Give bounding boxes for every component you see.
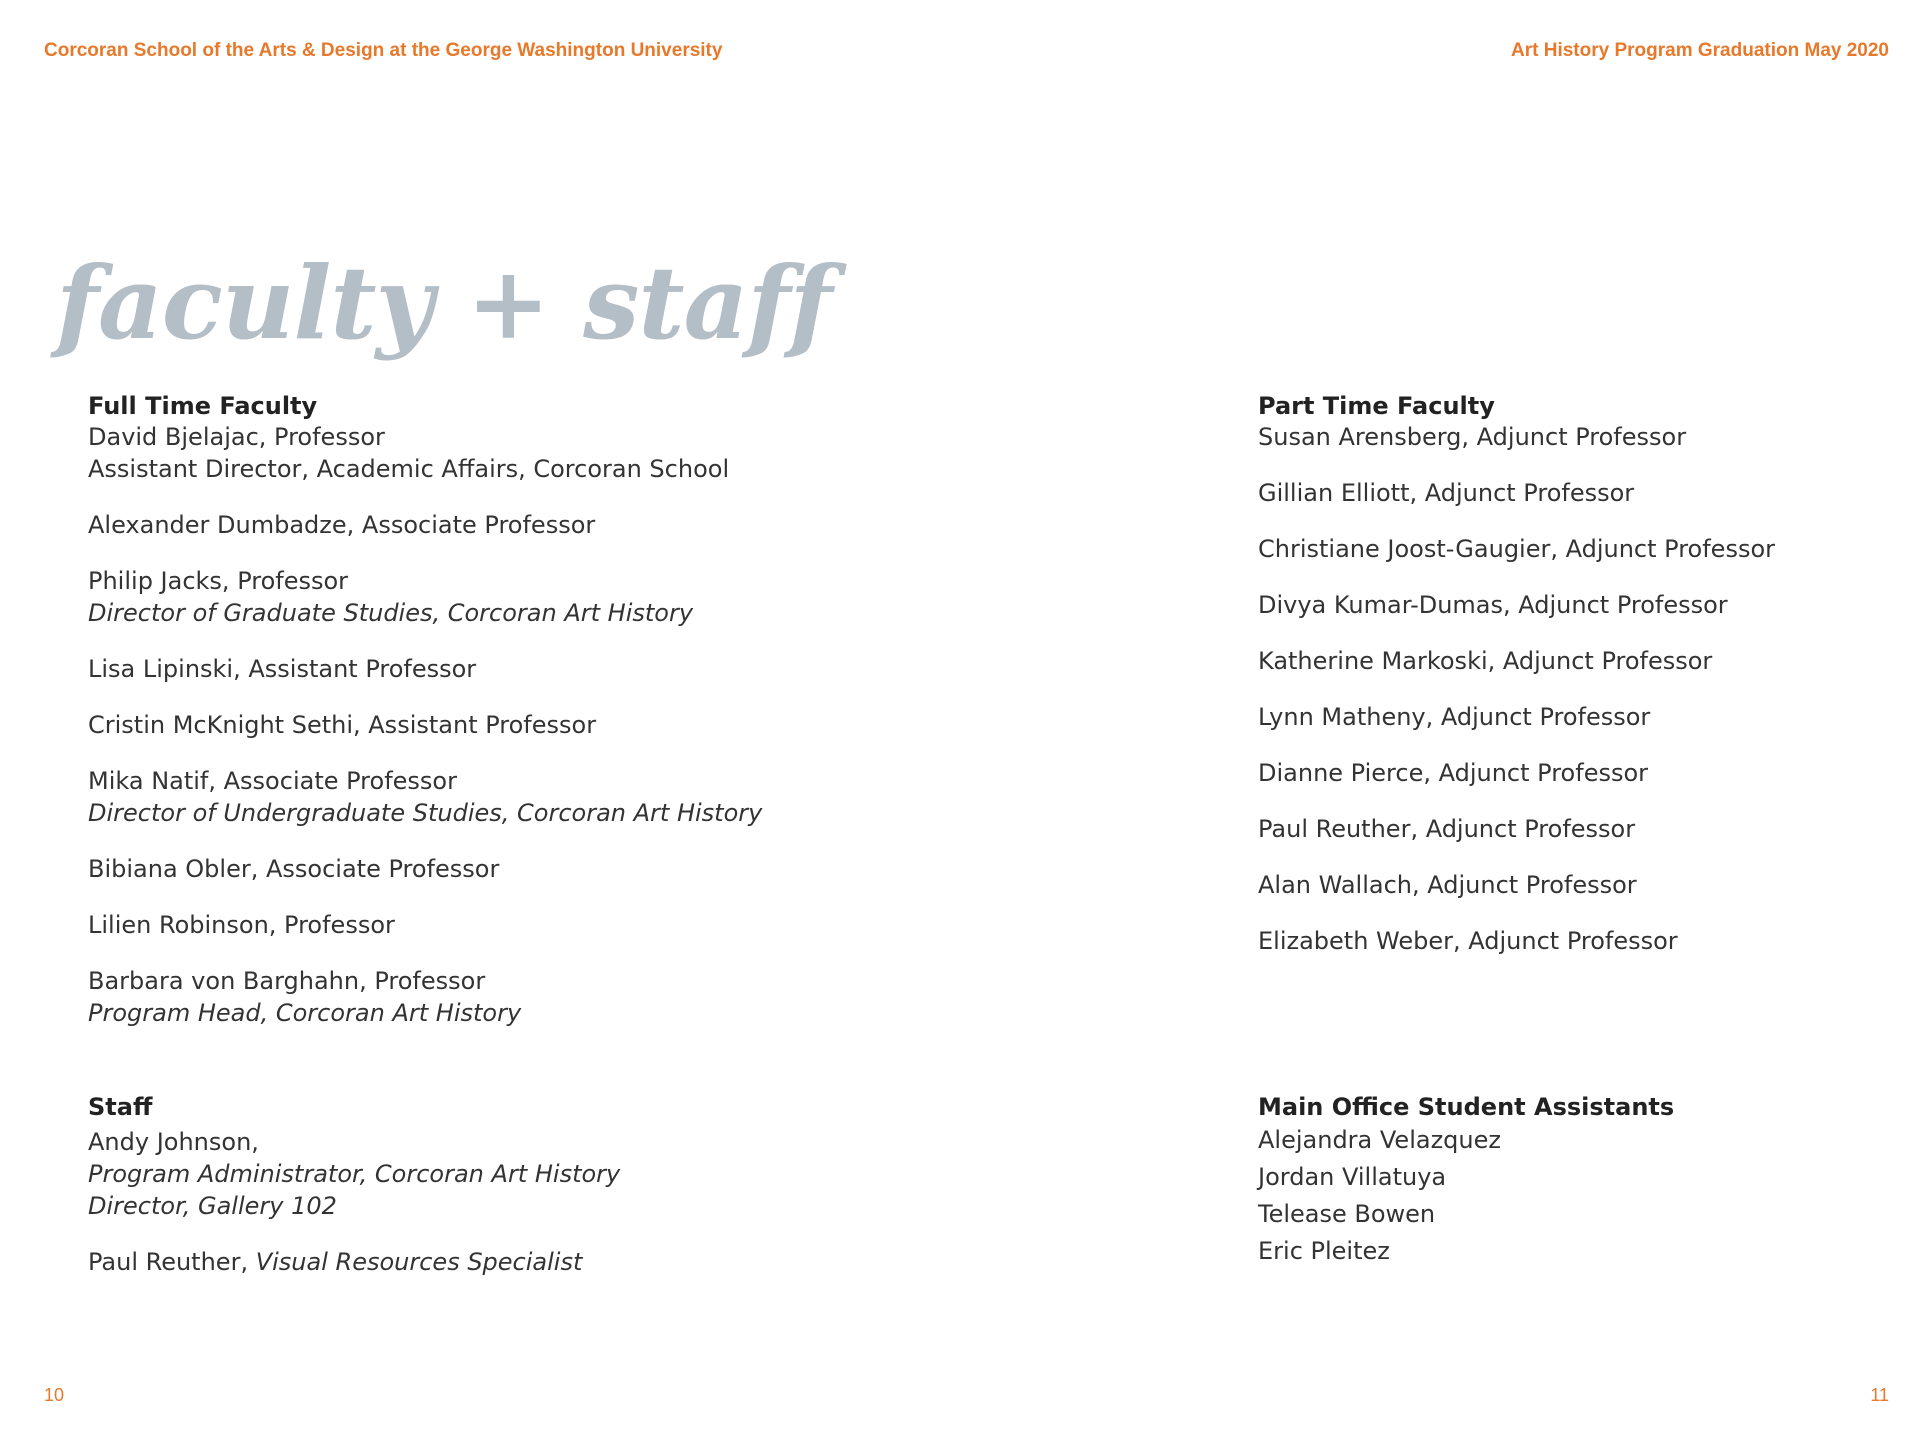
assistant-name: Eric Pleitez: [1258, 1237, 1390, 1265]
faculty-name: Bibiana Obler, Associate Professor: [88, 855, 500, 883]
staff-section: [88, 1092, 908, 1278]
student-assistants-section: [1258, 1092, 1920, 1270]
faculty-entry: Divya Kumar-Dumas, Adjunct Professor: [1258, 591, 1728, 619]
faculty-role: Director of Graduate Studies, Corcoran Art History: [88, 599, 694, 627]
faculty-name: Cristin McKnight Sethi, Assistant Professor: [88, 711, 597, 739]
section-heading: Full Time Faculty: [88, 392, 318, 420]
faculty-entry: Katherine Markoski, Adjunct Professor: [1258, 647, 1713, 675]
faculty-name: Mika Natif, Associate Professor: [88, 767, 457, 795]
faculty-entry: [88, 509, 908, 541]
staff-entry: [88, 1126, 908, 1222]
faculty-role: Director of Undergraduate Studies, Corcoran Art History: [88, 799, 763, 827]
running-header-left: Corcoran School of the Arts & Design at the George Washington University: [44, 40, 723, 61]
faculty-role: Assistant Director, Academic Affairs, Corcoran School: [88, 455, 730, 483]
faculty-name: Philip Jacks, Professor: [88, 567, 349, 595]
faculty-entry: [88, 909, 908, 941]
faculty-name: Barbara von Barghahn, Professor: [88, 967, 486, 995]
staff-role: Director, Gallery 102: [88, 1192, 337, 1220]
faculty-entry: Alan Wallach, Adjunct Professor: [1258, 871, 1637, 899]
page-number-right: 11: [1870, 1385, 1889, 1405]
staff-role: Program Administrator, Corcoran Art History: [88, 1160, 621, 1188]
faculty-entry: [88, 853, 908, 885]
faculty-name: David Bjelajac, Professor: [88, 423, 385, 451]
section-heading: Part Time Faculty: [1258, 392, 1495, 420]
faculty-name: Lisa Lipinski, Assistant Professor: [88, 655, 477, 683]
faculty-role: Program Head, Corcoran Art History: [88, 999, 522, 1027]
faculty-name: Alexander Dumbadze, Associate Professor: [88, 511, 596, 539]
section-heading: Staff: [88, 1093, 153, 1121]
faculty-entry: Lynn Matheny, Adjunct Professor: [1258, 703, 1651, 731]
faculty-entry: Christiane Joost-Gaugier, Adjunct Professor: [1258, 535, 1776, 563]
faculty-entry: Dianne Pierce, Adjunct Professor: [1258, 759, 1649, 787]
assistant-name: Telease Bowen: [1258, 1200, 1436, 1228]
faculty-entry: [88, 421, 908, 485]
staff-name: Andy Johnson,: [88, 1128, 259, 1156]
part-time-faculty-section: [1258, 391, 1920, 957]
faculty-entry: Paul Reuther, Adjunct Professor: [1258, 815, 1636, 843]
page-title: faculty + staff: [56, 244, 832, 362]
section-heading: Main Office Student Assistants: [1258, 1093, 1675, 1121]
faculty-entry: Elizabeth Weber, Adjunct Professor: [1258, 927, 1678, 955]
assistant-name: Alejandra Velazquez: [1258, 1126, 1501, 1154]
staff-name: Paul Reuther,: [88, 1248, 249, 1276]
faculty-entry: Gillian Elliott, Adjunct Professor: [1258, 479, 1635, 507]
faculty-name: Lilien Robinson, Professor: [88, 911, 395, 939]
page-number-left: 10: [44, 1385, 65, 1405]
staff-role: Visual Resources Specialist: [255, 1248, 583, 1276]
assistant-name: Jordan Villatuya: [1258, 1163, 1447, 1191]
faculty-entry: [88, 965, 908, 1029]
staff-entry: [88, 1246, 908, 1278]
faculty-entry: [88, 709, 908, 741]
running-header-right: Art History Program Graduation May 2020: [1511, 40, 1889, 61]
full-time-faculty-section: [88, 391, 908, 1029]
faculty-entry: [88, 565, 908, 629]
faculty-entry: [88, 765, 908, 829]
faculty-entry: [88, 653, 908, 685]
faculty-entry: Susan Arensberg, Adjunct Professor: [1258, 423, 1687, 451]
